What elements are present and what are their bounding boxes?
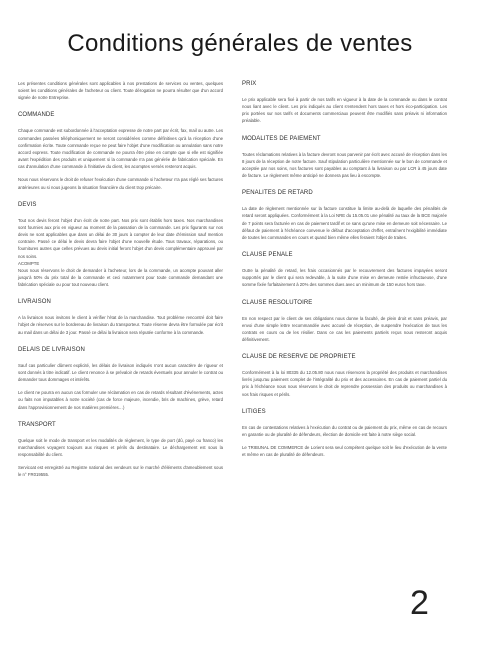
paragraph: En cas de contestations relatives à l'exécution du contrat ou de paiement du prix, même en cas de recours en garantie ou de pluralité de défendeurs, élection de domicile est faite à notre siège social. — [242, 424, 447, 437]
section-heading: LITIGES — [242, 408, 266, 415]
section-heading: DELAIS DE LIVRAISON — [18, 346, 85, 353]
paragraph: Le TRIBUNAL DE COMMERCE de Lorient sera seul compétent quelque soit le lieu d'exécution de la vente et même en cas de pluralité de défendeurs. — [242, 445, 447, 458]
paragraph: Outre la pénalité de retard, les frais occasionnés par le recouvrement des factures impayées seront supportés par le client qui sera redevable, à la suite d'une mise en demeure restée infructueuse, d'une somme fixée forfaitairement à 20% des sommes dues avec un minimum de 150 euros hors taxe. — [242, 268, 447, 288]
paragraph: Toutes réclamations relatives à la facture devront nous parvenir par écrit avec accusé de réception dans les 8 jours de la réception de notre facture. Sauf stipulation particulière mentionnée sur le bon de commande et acceptée par nos soins, nos factures sont payables au comptant à la livraison ou par LCR à 45 jours date de facture. Le règlement même anticipé ne donnera pas lieu à escompte. — [242, 151, 447, 179]
paragraph: Les présentes conditions générales sont applicables à nos prestations de services ou ventes, quelques soient les conditions générales de l'acheteur ou client. Toute dérogation ne pourra résulter que d'un accord signée de notre Entreprise. — [18, 81, 223, 101]
paragraph: A la livraison nous invitons le client à vérifier l'état de la marchandise. Tout problème rencontré doit faire l'objet de réserves sur le bordereau de livraison du transporteur. Toute réserve devra être formulée par écrit au mail dans un délai de 3 jour. Passé ce délai la livraison sera réputée conforme à la commande. — [18, 315, 223, 335]
section-heading: PRIX — [242, 81, 257, 87]
left-column — [18, 80, 223, 484]
paragraph: Quelque soit le mode de transport et les modalités de règlement, le type de port (dû, payé ou franco) les marchandises voyagent toujours aux risques et périls du destinataire. Le déchargement est sous la responsabilité du client. — [18, 437, 223, 457]
page-title: Conditions générales de ventes — [67, 30, 413, 57]
section-heading: COMMANDE — [18, 112, 55, 119]
paragraph: Tout nos devis feront l'objet d'un écrit de notre part. Nos prix sont établis hors taxes. Nos marchandises sont fournies aux prix en vigueur au moment de la passation de la commande. Les prix figurants sur nos devis ne sont applicables que dans un délai de 30 jours à compter de leur date d'émission sauf mention contraire. Passé ce délai le devis devra faire l'objet d'une nouvelle étude. Tous travaux, réparations, ou fournitures autres que celles prévues au devis initial feront l'objet d'un devis complémentaire approuvé par nos soins. ACOMPTE Nous nous réservons le droit de demander à l'acheteur, lors de la commande, un acompte pouvant aller jusqu'à 50% du prix total de la commande et ceci notamment pour toute commande demandant une fabrication spéciale ou pour tout nouveau client. — [18, 217, 223, 288]
section-heading: CLAUSE PENALE — [242, 252, 293, 259]
section-heading: MODALITES DE PAIEMENT — [242, 135, 321, 142]
paragraph: En non respect par le client de ses obligations nous donne la faculté, de plein droit et sans préavis, par envoi d'une simple lettre recommandée avec accusé de réception, de suspendre l'exécution de tous les contrats en cours ou de les résilier. Dans ce cas les paiements partiels reçus nous resteront acquis définitivement. — [242, 315, 447, 342]
paragraph: Conformément à la loi 80335 du 12.05.80 nous nous réservons la propriété des produits et marchandises livrés jusqu'au paiement complet de l'intégralité du prix et des accessoires. En cas de paiement partiel du prix à l'échéance nous nous réservons le droit de reprendre possession des produits ou marchandises à vos frais risques et périls. — [242, 370, 447, 397]
paragraph: Sauf cas particulier dûment explicité, les délais de livraison indiqués n'ont aucun caractère de rigueur et sont donnés à titre indicatif. Le client renonce à se prévaloir de retards éventuels pour annuler le contrat ou demander tous dommages et intérêts. — [18, 362, 223, 383]
section-heading: PENALITES DE RETARD — [242, 190, 313, 197]
paragraph: Nous nous réservons le droit de refuser l'exécution d'une commande si l'acheteur n'a pas réglé ses factures antérieures ou si nous jugeons la situation financière du client trop précaire. — [18, 177, 223, 190]
paragraph: Le client ne pourra en aucun cas formuler une réclamation en cas de retards résultant d'événements, actes ou faits non imputables à notre société (cas de force majeure, incendie, bris de machines, grève, retard dans l'approvisionnement de nos matières premières…) — [18, 390, 223, 410]
paragraph: Servicoat est enregistré au Registre national des vendeurs sur le marché d'éléments d'ameublement sous le n° FR019555. — [18, 465, 223, 478]
section-heading: CLAUSE DE RESERVE DE PROPRIETE — [242, 354, 356, 361]
section-heading: CLAUSE RESOLUTOIRE — [242, 299, 313, 306]
paragraph: Chaque commande est subordonnée à l'acceptation expresse de notre part par écrit, fax, mail ou autre. Les commandes passées téléphoniquement ne seront considérées comme définitives qu'à la réception d'une confirmation écrite. Toute commande reçue ne peut faire l'objet d'une modification ou annulation sans notre accord express. Toute modification de commande ne pourra être prise en compte que si elle est signifiée avant l'expédition des produits et uniquement si la commande n'a pas générée de fabrication spéciale. En cas d'annulation d'une commande à l'initiative du client, les acomptes versés resteront acquis. — [18, 128, 223, 170]
section-heading: TRANSPORT — [18, 421, 56, 428]
section-heading: DEVIS — [18, 201, 37, 208]
right-column — [242, 80, 447, 464]
section-heading: LIVRAISON — [18, 299, 51, 306]
page-number: 2 — [410, 584, 429, 622]
paragraph: La date de règlement mentionnée sur la facture constitue la limite au-delà de laquelle des pénalités de retard seront appliquées. Conformément à la Loi NRE du 15.05.01 une pénalité au taux de la BCE majorée de 7 points sera facturée en cas de paiement tardif et ce sans qu'une mise en demeure soit nécessaire. Le défaut de paiement à l'échéance convenue le défaut d'acceptation d'effet, entraînent l'exigibilité immédiate de toutes les commandes en cours et quand bien même elles feraient l'objet de traites. — [242, 206, 447, 240]
paragraph: Le prix applicable sera fixé à partir de nos tarifs en vigueur à la date de la commande ou dans le contrat nous liant avec le client. Les prix indiqués au client s'entendent hors taxes et hors éco-participation. Les prix portées sur nos tarifs et documents commerciaux peuvent être modifiés sans préavis ni information préalable. — [242, 97, 447, 124]
